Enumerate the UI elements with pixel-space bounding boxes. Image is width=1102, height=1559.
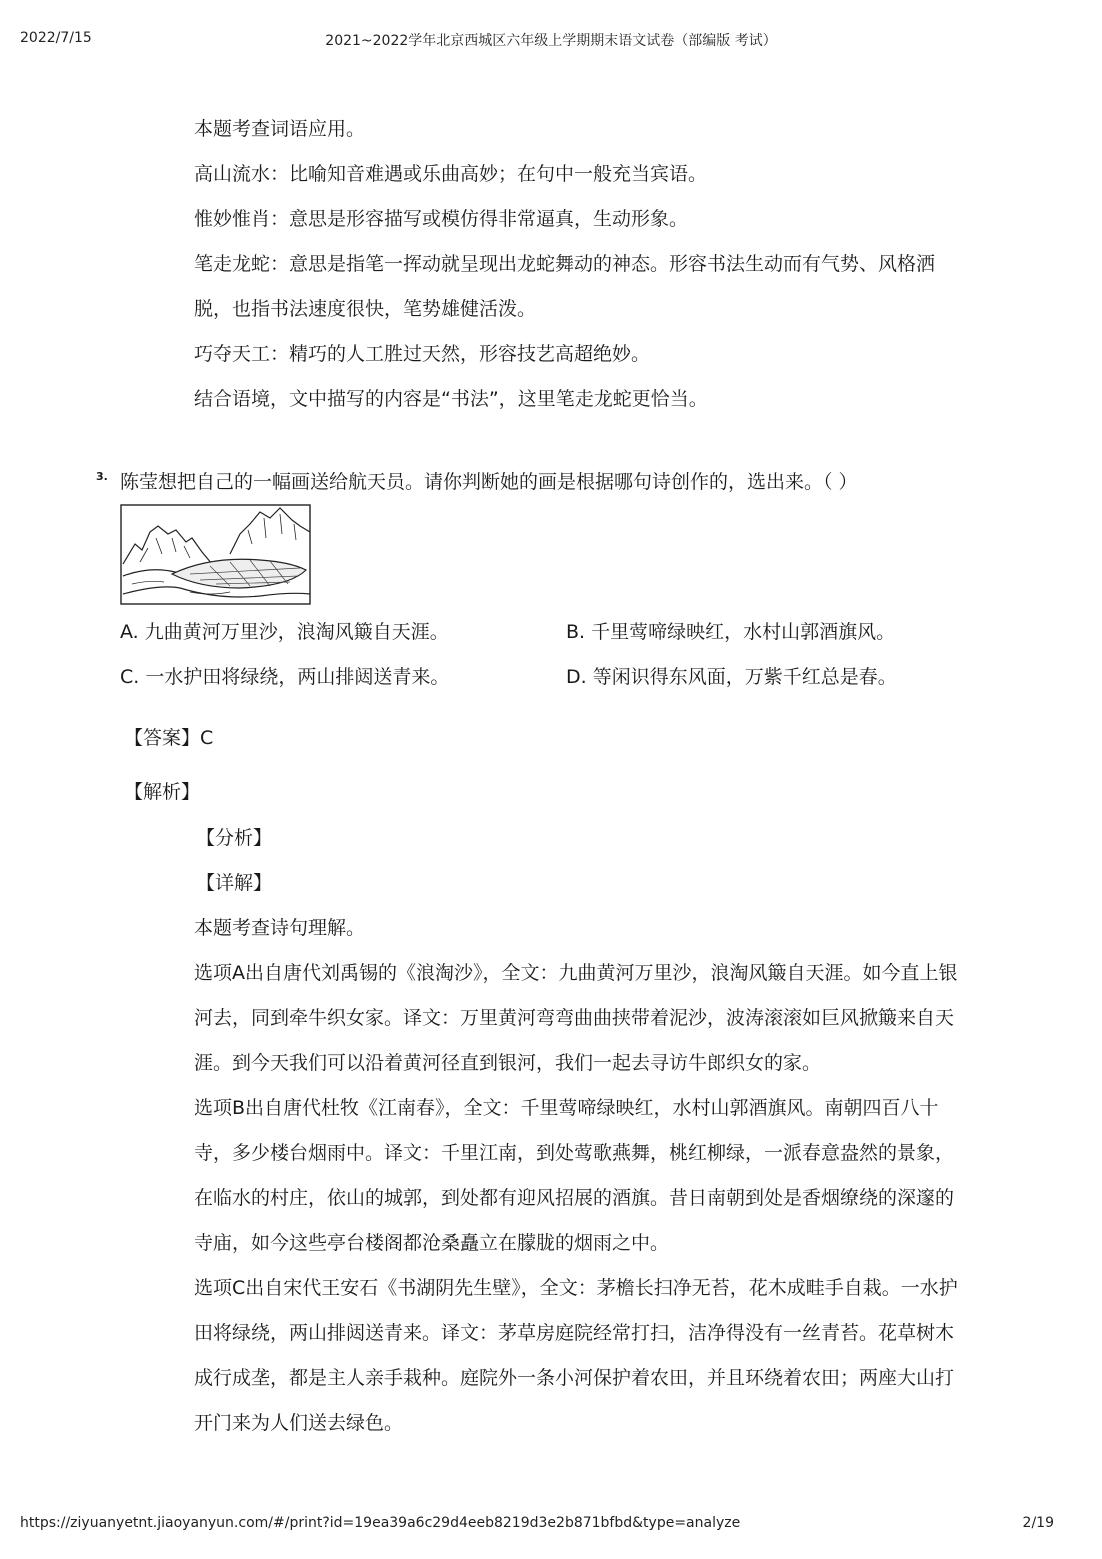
fenxi-label: 【分析】: [196, 827, 273, 849]
analysis-line: 寺庙，如今这些亭台楼阁都沧桑矗立在朦胧的烟雨之中。: [194, 1232, 670, 1254]
answer-line: [124, 724, 213, 752]
option-c: C. 一水护田将绿绕，两山排闼送青来。: [120, 666, 450, 688]
prev-analysis-line: 脱，也指书法速度很快，笔势雄健活泼。: [194, 298, 537, 320]
analysis-line: 田将绿绕，两山排闼送青来。译文：茅草房庭院经常打扫，洁净得没有一丝青苔。花草树木: [194, 1322, 955, 1344]
option-b: B. 千里莺啼绿映红，水村山郭酒旗风。: [566, 621, 896, 643]
page-number: 2/19: [1022, 1515, 1054, 1531]
analysis-line: 本题考查诗句理解。: [194, 917, 366, 939]
print-date: 2022/7/15: [20, 30, 92, 46]
prev-analysis-line: 结合语境，文中描写的内容是“书法”，这里笔走龙蛇更恰当。: [194, 388, 708, 410]
question-stem: 陈莹想把自己的一幅画送给航天员。请你判断她的画是根据哪句诗创作的，选出来。（ ）: [120, 471, 858, 493]
prev-analysis-line: 高山流水：比喻知音难遇或乐曲高妙；在句中一般充当宾语。: [194, 163, 708, 185]
source-url-link[interactable]: https://ziyuanyetnt.jiaoyanyun.com/#/print?id=19ea39a6c29d4eeb8219d3e2b871bfbd&type=analyze: [20, 1515, 741, 1531]
analysis-line: 寺，多少楼台烟雨中。译文：千里江南，到处莺歌燕舞，桃红柳绿，一派春意盎然的景象，: [194, 1142, 955, 1164]
answer-value: C: [200, 727, 214, 749]
landscape-sketch-icon: [120, 504, 312, 606]
analysis-line: 选项A出自唐代刘禹锡的《浪淘沙》，全文：九曲黄河万里沙，浪淘风簸自天涯。如今直上银: [194, 962, 958, 984]
prev-analysis-line: 惟妙惟肖：意思是形容描写或模仿得非常逼真，生动形象。: [194, 208, 689, 230]
analysis-line: 选项C出自宋代王安石《书湖阴先生壁》，全文：茅檐长扫净无苔，花木成畦手自栽。一水护: [194, 1277, 958, 1299]
analysis-line: 在临水的村庄，依山的城郭，到处都有迎风招展的酒旗。昔日南朝到处是香烟缭绕的深邃的: [194, 1187, 955, 1209]
xiangjie-label: 【详解】: [196, 872, 273, 894]
analysis-line: 河去，同到牵牛织女家。译文：万里黄河弯弯曲曲挟带着泥沙，波涛滚滚如巨风掀簸来自天: [194, 1007, 955, 1029]
question-illustration: [120, 504, 312, 606]
option-a: A. 九曲黄河万里沙，浪淘风簸自天涯。: [120, 621, 449, 643]
analysis-line: 开门来为人们送去绿色。: [194, 1412, 404, 1434]
question-number: 3.: [96, 470, 108, 483]
analysis-label: 【解析】: [124, 781, 201, 803]
analysis-line: 成行成垄，都是主人亲手栽种。庭院外一条小河保护着农田，并且环绕着农田；两座大山打: [194, 1367, 955, 1389]
answer-label: 【答案】: [124, 727, 201, 749]
document-title: 2021~2022学年北京西城区六年级上学期期末语文试卷（部编版 考试）: [325, 33, 777, 49]
analysis-line: 涯。到今天我们可以沿着黄河径直到银河，我们一起去寻访牛郎织女的家。: [194, 1052, 822, 1074]
option-d: D. 等闲识得东风面，万紫千红总是春。: [566, 666, 897, 688]
prev-analysis-line: 本题考查词语应用。: [194, 118, 366, 140]
prev-analysis-line: 笔走龙蛇：意思是指笔一挥动就呈现出龙蛇舞动的神态。形容书法生动而有气势、风格洒: [194, 253, 936, 275]
analysis-line: 选项B出自唐代杜牧《江南春》，全文：千里莺啼绿映红，水村山郭酒旗风。南朝四百八十: [194, 1097, 939, 1119]
prev-analysis-line: 巧夺天工：精巧的人工胜过天然，形容技艺高超绝妙。: [194, 343, 651, 365]
